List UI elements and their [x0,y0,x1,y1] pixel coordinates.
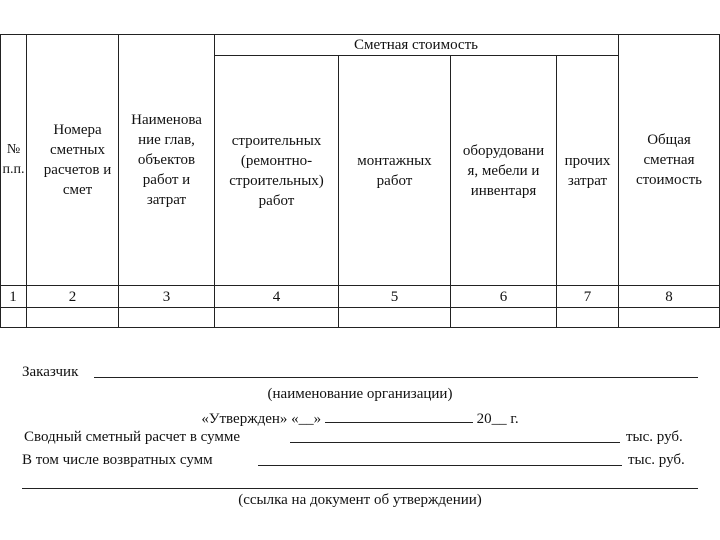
header-other-costs: прочих затрат [564,152,611,189]
table-bottom-border [0,327,720,328]
header-estimate-numbers: Номера сметных расчетов и смет [43,122,112,198]
summary-label: Сводный сметный расчет в сумме [24,429,241,445]
approved-line [0,407,720,429]
column-number-4: 4 [272,288,281,305]
header-chapter-names: Наименова ние глав, объектов работ и затрат [131,112,202,208]
column-number-2: 2 [68,288,77,305]
column-number-5: 5 [390,288,399,305]
customer-label: Заказчик [22,364,79,380]
returnable-amount-field[interactable] [258,465,622,466]
doc-caption: (ссылка на документ об утверждении) [238,492,482,508]
returnable-unit: тыс. руб. [628,452,685,468]
column-number-1: 1 [9,288,17,305]
column-number-7: 7 [583,288,592,305]
org-caption: (наименование организации) [267,386,453,402]
header-installation-works: монтажных работ [357,152,432,189]
approval-document-field[interactable] [22,488,698,489]
header-total-cost: Общая сметная стоимость [636,132,702,188]
summary-unit: тыс. руб. [626,429,683,445]
approved-label: «Утвержден» [201,411,288,427]
group-header-estimated-cost: Сметная стоимость [353,37,478,53]
column-number-6: 6 [499,288,508,305]
header-row-number: № п.п. [2,142,25,177]
approved-day[interactable]: «__» [291,411,322,427]
header-equipment: оборудовани я, мебели и инвентаря [462,142,545,199]
approved-year-suffix: __ г. [491,411,519,427]
approved-year-prefix: 20 [476,411,492,427]
column-number-3: 3 [162,288,171,305]
returnable-label: В том числе возвратных сумм [22,452,213,468]
customer-field[interactable] [94,377,698,378]
column-number-8: 8 [665,288,673,305]
header-construction-works: строительных (ремонтно- строительных) работ [229,132,324,209]
summary-amount-field[interactable] [290,442,620,443]
empty-data-row[interactable] [1,308,719,327]
approved-month-field[interactable] [325,407,473,423]
